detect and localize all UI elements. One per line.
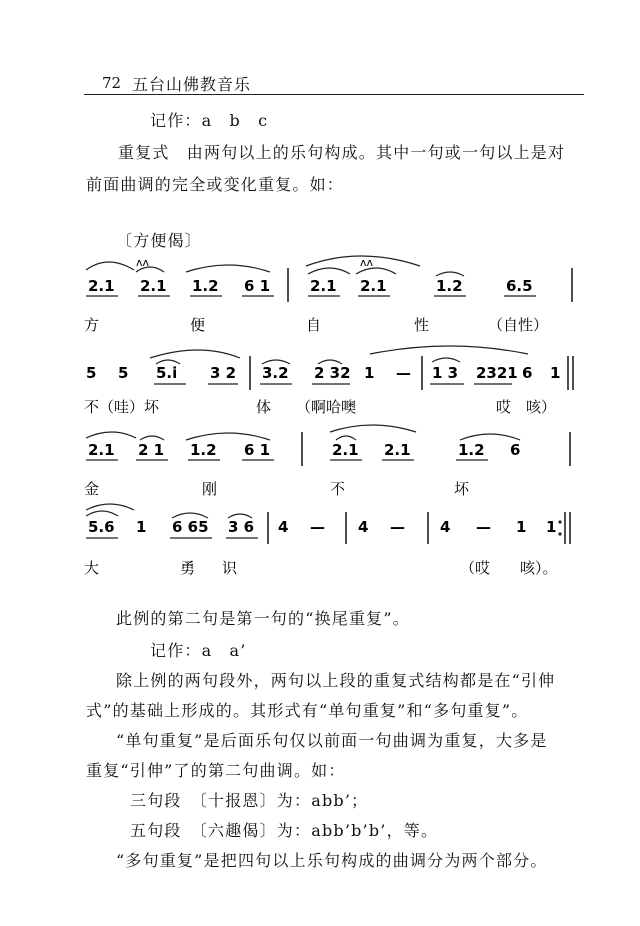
note: 2 1: [138, 441, 165, 459]
note: 1: [136, 518, 147, 536]
lyric: （哎: [460, 559, 491, 577]
note: —: [396, 364, 411, 382]
paragraph-repetition-form-line2: 前面曲调的完全或变化重复。如：: [86, 175, 345, 194]
example-three-phrase: 三句段 〔十报恩〕为：abb’；: [130, 791, 369, 810]
note: 2 32: [314, 364, 351, 382]
note: 6 1: [244, 277, 271, 295]
note: 2.1: [332, 441, 359, 459]
note: 2.1: [88, 441, 115, 459]
lyric: 金: [84, 480, 100, 498]
note: 1.2: [436, 277, 463, 295]
example-comment: 此例的第二句是第一句的“换尾重复”。: [116, 609, 410, 628]
notation-label-abc: 记作：a b c: [150, 111, 269, 130]
page-number: 72: [102, 74, 122, 92]
svg-text:ʌʌ: ʌʌ: [136, 256, 150, 269]
lyric: 哎 咳）: [496, 398, 557, 416]
note: 5.i: [156, 364, 178, 382]
note: 2.1: [310, 277, 337, 295]
note: 4: [440, 518, 451, 536]
note: 1: [546, 518, 557, 536]
lyric: 坏: [454, 480, 470, 498]
lyric: （自性）: [488, 316, 549, 334]
note: —: [310, 518, 325, 536]
note: 4: [278, 518, 289, 536]
example-five-phrase: 五句段 〔六趣偈〕为：abb’b’b’，等。: [130, 821, 439, 840]
score-row-4: [84, 504, 570, 577]
piece-title: 〔方便偈〕: [116, 231, 203, 250]
lyric: 勇: [180, 559, 196, 577]
lyric: 不: [330, 480, 346, 498]
note: 1: [516, 518, 527, 536]
note: 1 3: [432, 364, 459, 382]
note: 2.1: [384, 441, 411, 459]
score-row-1: [84, 256, 572, 334]
note: 1.2: [458, 441, 485, 459]
note: 6: [510, 441, 521, 459]
note: 3 2: [210, 364, 237, 382]
note: 5: [118, 364, 129, 382]
note: 3.2: [262, 364, 289, 382]
lyric: 体: [256, 398, 272, 416]
book-title: 五台山佛教音乐: [132, 75, 252, 94]
note: 1.2: [192, 277, 219, 295]
lyric: 便: [190, 316, 206, 334]
lyric: 识: [222, 559, 238, 577]
score-row-3: [84, 425, 570, 498]
paragraph-multi-repeat: “多句重复”是把四句以上乐句构成的曲调分为两个部分。: [116, 851, 548, 870]
lyric: 咳）。: [520, 559, 558, 577]
note: 2.1: [360, 277, 387, 295]
note: 1: [550, 364, 561, 382]
paragraph-repetition-form-line1: 重复式 由两句以上的乐句构成。其中一句或一句以上是对: [118, 143, 566, 162]
note: 6 1: [244, 441, 271, 459]
note: —: [390, 518, 405, 536]
lyric: 自: [306, 316, 322, 334]
note: 2.1: [88, 277, 115, 295]
note: 6 65: [172, 518, 209, 536]
note: 2321: [476, 364, 518, 382]
note: 1.2: [190, 441, 217, 459]
paragraph-extension-line2: 式”的基础上形成的。其形式有“单句重复”和“多句重复”。: [86, 701, 529, 720]
note: 5.6: [88, 518, 115, 536]
note: 4: [358, 518, 369, 536]
paragraph-single-repeat-line2: 重复“引伸”了的第二句曲调。如：: [86, 761, 346, 780]
note: —: [476, 518, 491, 536]
note: 6.5: [506, 277, 533, 295]
paragraph-single-repeat-line1: “单句重复”是后面乐句仅以前面一句曲调为重复，大多是: [116, 731, 548, 750]
lyric: 大: [84, 559, 100, 577]
lyric: 性: [414, 316, 430, 334]
note: 3 6: [228, 518, 255, 536]
note: 2.1: [140, 277, 167, 295]
notation-label-aa: 记作：a a’: [150, 641, 247, 660]
note: 6: [522, 364, 533, 382]
score-row-2: [84, 346, 573, 416]
paragraph-extension-line1: 除上例的两句段外，两句以上段的重复式结构都是在“引伸: [116, 671, 556, 690]
note: 1: [364, 364, 375, 382]
note: 5: [86, 364, 97, 382]
lyric: （啊哈噢: [296, 398, 357, 416]
lyric: 方: [84, 316, 100, 334]
svg-text:ʌʌ: ʌʌ: [360, 256, 374, 269]
lyric: 刚: [202, 480, 218, 498]
lyric: 不（哇）坏: [84, 398, 160, 416]
